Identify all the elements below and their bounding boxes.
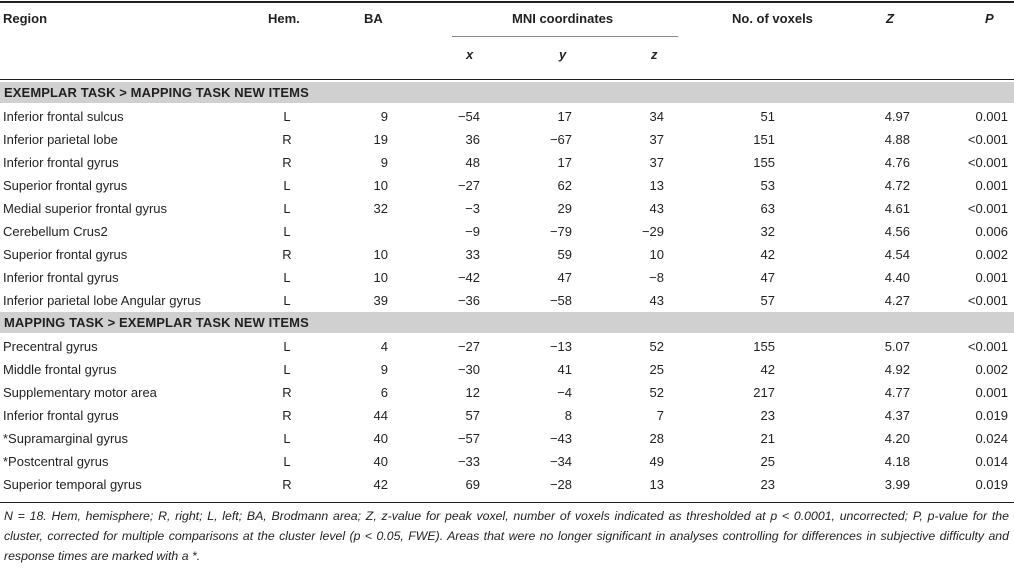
table-row bbox=[0, 427, 1014, 450]
cell-p: 0.024 bbox=[975, 431, 1008, 446]
cell-p: <0.001 bbox=[967, 339, 1008, 354]
cell-x: 57 bbox=[465, 408, 480, 423]
cell-hem: R bbox=[282, 155, 292, 170]
cell-ba: 4 bbox=[380, 339, 388, 354]
cell-y: −79 bbox=[549, 224, 572, 239]
cell-z: 52 bbox=[649, 339, 664, 354]
table-row bbox=[0, 358, 1014, 381]
cell-hem: L bbox=[283, 362, 291, 377]
header-y: y bbox=[559, 47, 567, 62]
cell-voxels: 25 bbox=[760, 454, 775, 469]
cell-region: Inferior frontal sulcus bbox=[3, 109, 124, 124]
cell-ba: 10 bbox=[373, 178, 388, 193]
table-row bbox=[0, 174, 1014, 197]
cell-z: 52 bbox=[649, 385, 664, 400]
cell-ba: 40 bbox=[373, 431, 388, 446]
cell-y: −4 bbox=[557, 385, 572, 400]
cell-y: 29 bbox=[557, 201, 572, 216]
cell-p: 0.001 bbox=[975, 109, 1008, 124]
cell-region: Inferior parietal lobe Angular gyrus bbox=[3, 293, 202, 308]
cell-x: 12 bbox=[465, 385, 480, 400]
table-row bbox=[0, 404, 1014, 427]
cell-y: 8 bbox=[564, 408, 572, 423]
cell-p: 0.019 bbox=[975, 477, 1008, 492]
cell-ba: 10 bbox=[373, 270, 388, 285]
cell-region: Inferior frontal gyrus bbox=[3, 155, 119, 170]
cell-p: 0.019 bbox=[975, 408, 1008, 423]
cell-y: −28 bbox=[549, 477, 572, 492]
header-mni-coordinates: MNI coordinates bbox=[512, 11, 614, 26]
cell-voxels: 51 bbox=[760, 109, 775, 124]
cell-p: 0.001 bbox=[975, 178, 1008, 193]
table-row bbox=[0, 197, 1014, 220]
cell-zval: 4.56 bbox=[884, 224, 910, 239]
cell-hem: R bbox=[282, 477, 292, 492]
cell-x: −27 bbox=[457, 178, 480, 193]
table-row bbox=[0, 266, 1014, 289]
cell-region: Superior temporal gyrus bbox=[3, 477, 142, 492]
cell-y: −34 bbox=[549, 454, 572, 469]
cell-y: 41 bbox=[557, 362, 572, 377]
cell-p: 0.002 bbox=[975, 362, 1008, 377]
cell-p: <0.001 bbox=[967, 201, 1008, 216]
table-row bbox=[0, 220, 1014, 243]
table-row bbox=[0, 450, 1014, 473]
cell-p: <0.001 bbox=[967, 132, 1008, 147]
cell-voxels: 47 bbox=[760, 270, 775, 285]
cell-region: Middle frontal gyrus bbox=[3, 362, 117, 377]
cell-zval: 4.18 bbox=[884, 454, 910, 469]
cell-zval: 4.40 bbox=[884, 270, 910, 285]
cell-hem: L bbox=[283, 431, 291, 446]
header-voxels: No. of voxels bbox=[732, 11, 813, 26]
cell-x: −33 bbox=[457, 454, 480, 469]
cell-hem: L bbox=[283, 293, 291, 308]
cell-hem: L bbox=[283, 178, 291, 193]
cell-region: Supplementary motor area bbox=[3, 385, 157, 400]
cell-z: 25 bbox=[649, 362, 664, 377]
cell-voxels: 151 bbox=[753, 132, 775, 147]
cell-ba: 44 bbox=[373, 408, 388, 423]
cell-ba: 32 bbox=[373, 201, 388, 216]
cell-hem: L bbox=[283, 201, 291, 216]
cell-z: 37 bbox=[649, 132, 664, 147]
table-row bbox=[0, 289, 1014, 312]
cell-y: −13 bbox=[549, 339, 572, 354]
cell-hem: L bbox=[283, 224, 291, 239]
cell-zval: 4.27 bbox=[884, 293, 910, 308]
cell-z: −8 bbox=[649, 270, 664, 285]
table-row bbox=[0, 151, 1014, 174]
cell-z: 28 bbox=[649, 431, 664, 446]
cell-y: 17 bbox=[557, 109, 572, 124]
cell-z: 13 bbox=[649, 477, 664, 492]
cell-region: Superior frontal gyrus bbox=[3, 178, 128, 193]
table-row bbox=[0, 381, 1014, 404]
cell-voxels: 155 bbox=[753, 339, 775, 354]
cell-x: 48 bbox=[465, 155, 480, 170]
cell-p: 0.006 bbox=[975, 224, 1008, 239]
header-ba: BA bbox=[364, 11, 383, 26]
cell-zval: 4.20 bbox=[884, 431, 910, 446]
table-row bbox=[0, 335, 1014, 358]
cell-z: 43 bbox=[649, 201, 664, 216]
cell-voxels: 57 bbox=[760, 293, 775, 308]
bottom-rule bbox=[0, 502, 1014, 503]
cell-zval: 3.99 bbox=[884, 477, 910, 492]
cell-hem: L bbox=[283, 109, 291, 124]
cell-hem: L bbox=[283, 270, 291, 285]
header-rule bbox=[0, 79, 1014, 80]
cell-voxels: 53 bbox=[760, 178, 775, 193]
cell-x: −57 bbox=[457, 431, 480, 446]
header-region: Region bbox=[3, 11, 48, 26]
cell-hem: R bbox=[282, 408, 292, 423]
cell-x: 36 bbox=[465, 132, 480, 147]
cell-voxels: 32 bbox=[760, 224, 775, 239]
cell-p: <0.001 bbox=[967, 293, 1008, 308]
cell-p: 0.001 bbox=[975, 270, 1008, 285]
mni-underline bbox=[452, 36, 678, 37]
cell-y: −67 bbox=[549, 132, 572, 147]
table-row bbox=[0, 243, 1014, 266]
cell-region: Inferior frontal gyrus bbox=[3, 408, 119, 423]
cell-zval: 4.72 bbox=[884, 178, 910, 193]
cell-region: Medial superior frontal gyrus bbox=[3, 201, 168, 216]
cell-z: 10 bbox=[649, 247, 664, 262]
cell-ba: 40 bbox=[373, 454, 388, 469]
cell-zval: 4.88 bbox=[884, 132, 910, 147]
cell-x: −27 bbox=[457, 339, 480, 354]
cell-x: 33 bbox=[465, 247, 480, 262]
section-header: MAPPING TASK > EXEMPLAR TASK NEW ITEMS bbox=[0, 312, 1014, 333]
cell-zval: 4.76 bbox=[884, 155, 910, 170]
cell-voxels: 21 bbox=[760, 431, 775, 446]
cell-region: Inferior parietal lobe bbox=[3, 132, 118, 147]
cell-x: −36 bbox=[457, 293, 480, 308]
cell-x: −3 bbox=[465, 201, 480, 216]
cell-y: 59 bbox=[557, 247, 572, 262]
header-z: z bbox=[651, 47, 658, 62]
cell-ba: 39 bbox=[373, 293, 388, 308]
cell-x: 69 bbox=[465, 477, 480, 492]
cell-ba: 9 bbox=[380, 362, 388, 377]
cell-x: −54 bbox=[457, 109, 480, 124]
cell-hem: L bbox=[283, 454, 291, 469]
cell-ba: 9 bbox=[380, 109, 388, 124]
cell-ba: 6 bbox=[380, 385, 388, 400]
cell-region: *Postcentral gyrus bbox=[3, 454, 109, 469]
header-zvalue: Z bbox=[886, 11, 894, 26]
cell-p: 0.002 bbox=[975, 247, 1008, 262]
cell-zval: 4.54 bbox=[884, 247, 910, 262]
cell-region: Cerebellum Crus2 bbox=[3, 224, 108, 239]
cell-ba: 42 bbox=[373, 477, 388, 492]
cell-ba: 10 bbox=[373, 247, 388, 262]
cell-zval: 4.37 bbox=[884, 408, 910, 423]
cell-voxels: 63 bbox=[760, 201, 775, 216]
cell-voxels: 42 bbox=[760, 362, 775, 377]
cell-region: Precentral gyrus bbox=[3, 339, 98, 354]
top-rule bbox=[0, 1, 1014, 3]
cell-z: −29 bbox=[641, 224, 664, 239]
cell-x: −42 bbox=[457, 270, 480, 285]
table-row bbox=[0, 473, 1014, 496]
cell-ba: 19 bbox=[373, 132, 388, 147]
cell-voxels: 155 bbox=[753, 155, 775, 170]
table-row bbox=[0, 128, 1014, 151]
table-row bbox=[0, 105, 1014, 128]
section-header: EXEMPLAR TASK > MAPPING TASK NEW ITEMS bbox=[0, 82, 1014, 103]
cell-z: 37 bbox=[649, 155, 664, 170]
cell-voxels: 42 bbox=[760, 247, 775, 262]
cell-ba: 9 bbox=[380, 155, 388, 170]
header-pvalue: P bbox=[985, 11, 994, 26]
cell-z: 49 bbox=[649, 454, 664, 469]
cell-p: <0.001 bbox=[967, 155, 1008, 170]
cell-zval: 4.77 bbox=[884, 385, 910, 400]
cell-z: 7 bbox=[656, 408, 664, 423]
cell-voxels: 23 bbox=[760, 477, 775, 492]
cell-z: 34 bbox=[649, 109, 664, 124]
cell-y: 62 bbox=[557, 178, 572, 193]
cell-voxels: 217 bbox=[753, 385, 775, 400]
cell-x: −30 bbox=[457, 362, 480, 377]
cell-y: −43 bbox=[549, 431, 572, 446]
table-footnote: N = 18. Hem, hemisphere; R, right; L, left; BA, Brodmann area; Z, z-value for peak voxel, number of voxels indicated as thresholded at p < 0.0001, uncorrected; P, p-value for the cluster, corrected for multiple comparisons at the cluster level (p < 0.05, FWE). Areas that were no longer significant in analyses controlling for differences in subjective difficulty and response times are marked with a *. bbox=[4, 509, 1009, 563]
cell-x: −9 bbox=[465, 224, 480, 239]
cell-zval: 4.61 bbox=[884, 201, 910, 216]
cell-hem: R bbox=[282, 385, 292, 400]
cell-z: 43 bbox=[649, 293, 664, 308]
cell-p: 0.001 bbox=[975, 385, 1008, 400]
cell-region: Inferior frontal gyrus bbox=[3, 270, 119, 285]
cell-y: 17 bbox=[557, 155, 572, 170]
cell-y: 47 bbox=[557, 270, 572, 285]
cell-region: Superior frontal gyrus bbox=[3, 247, 128, 262]
cell-voxels: 23 bbox=[760, 408, 775, 423]
cell-p: 0.014 bbox=[975, 454, 1008, 469]
header-hem: Hem. bbox=[268, 11, 300, 26]
cell-zval: 5.07 bbox=[884, 339, 910, 354]
header-x: x bbox=[466, 47, 474, 62]
cell-zval: 4.92 bbox=[884, 362, 910, 377]
cell-y: −58 bbox=[549, 293, 572, 308]
cell-hem: R bbox=[282, 132, 292, 147]
cell-hem: L bbox=[283, 339, 291, 354]
cell-hem: R bbox=[282, 247, 292, 262]
cell-z: 13 bbox=[649, 178, 664, 193]
cell-zval: 4.97 bbox=[884, 109, 910, 124]
cell-region: *Supramarginal gyrus bbox=[3, 431, 129, 446]
